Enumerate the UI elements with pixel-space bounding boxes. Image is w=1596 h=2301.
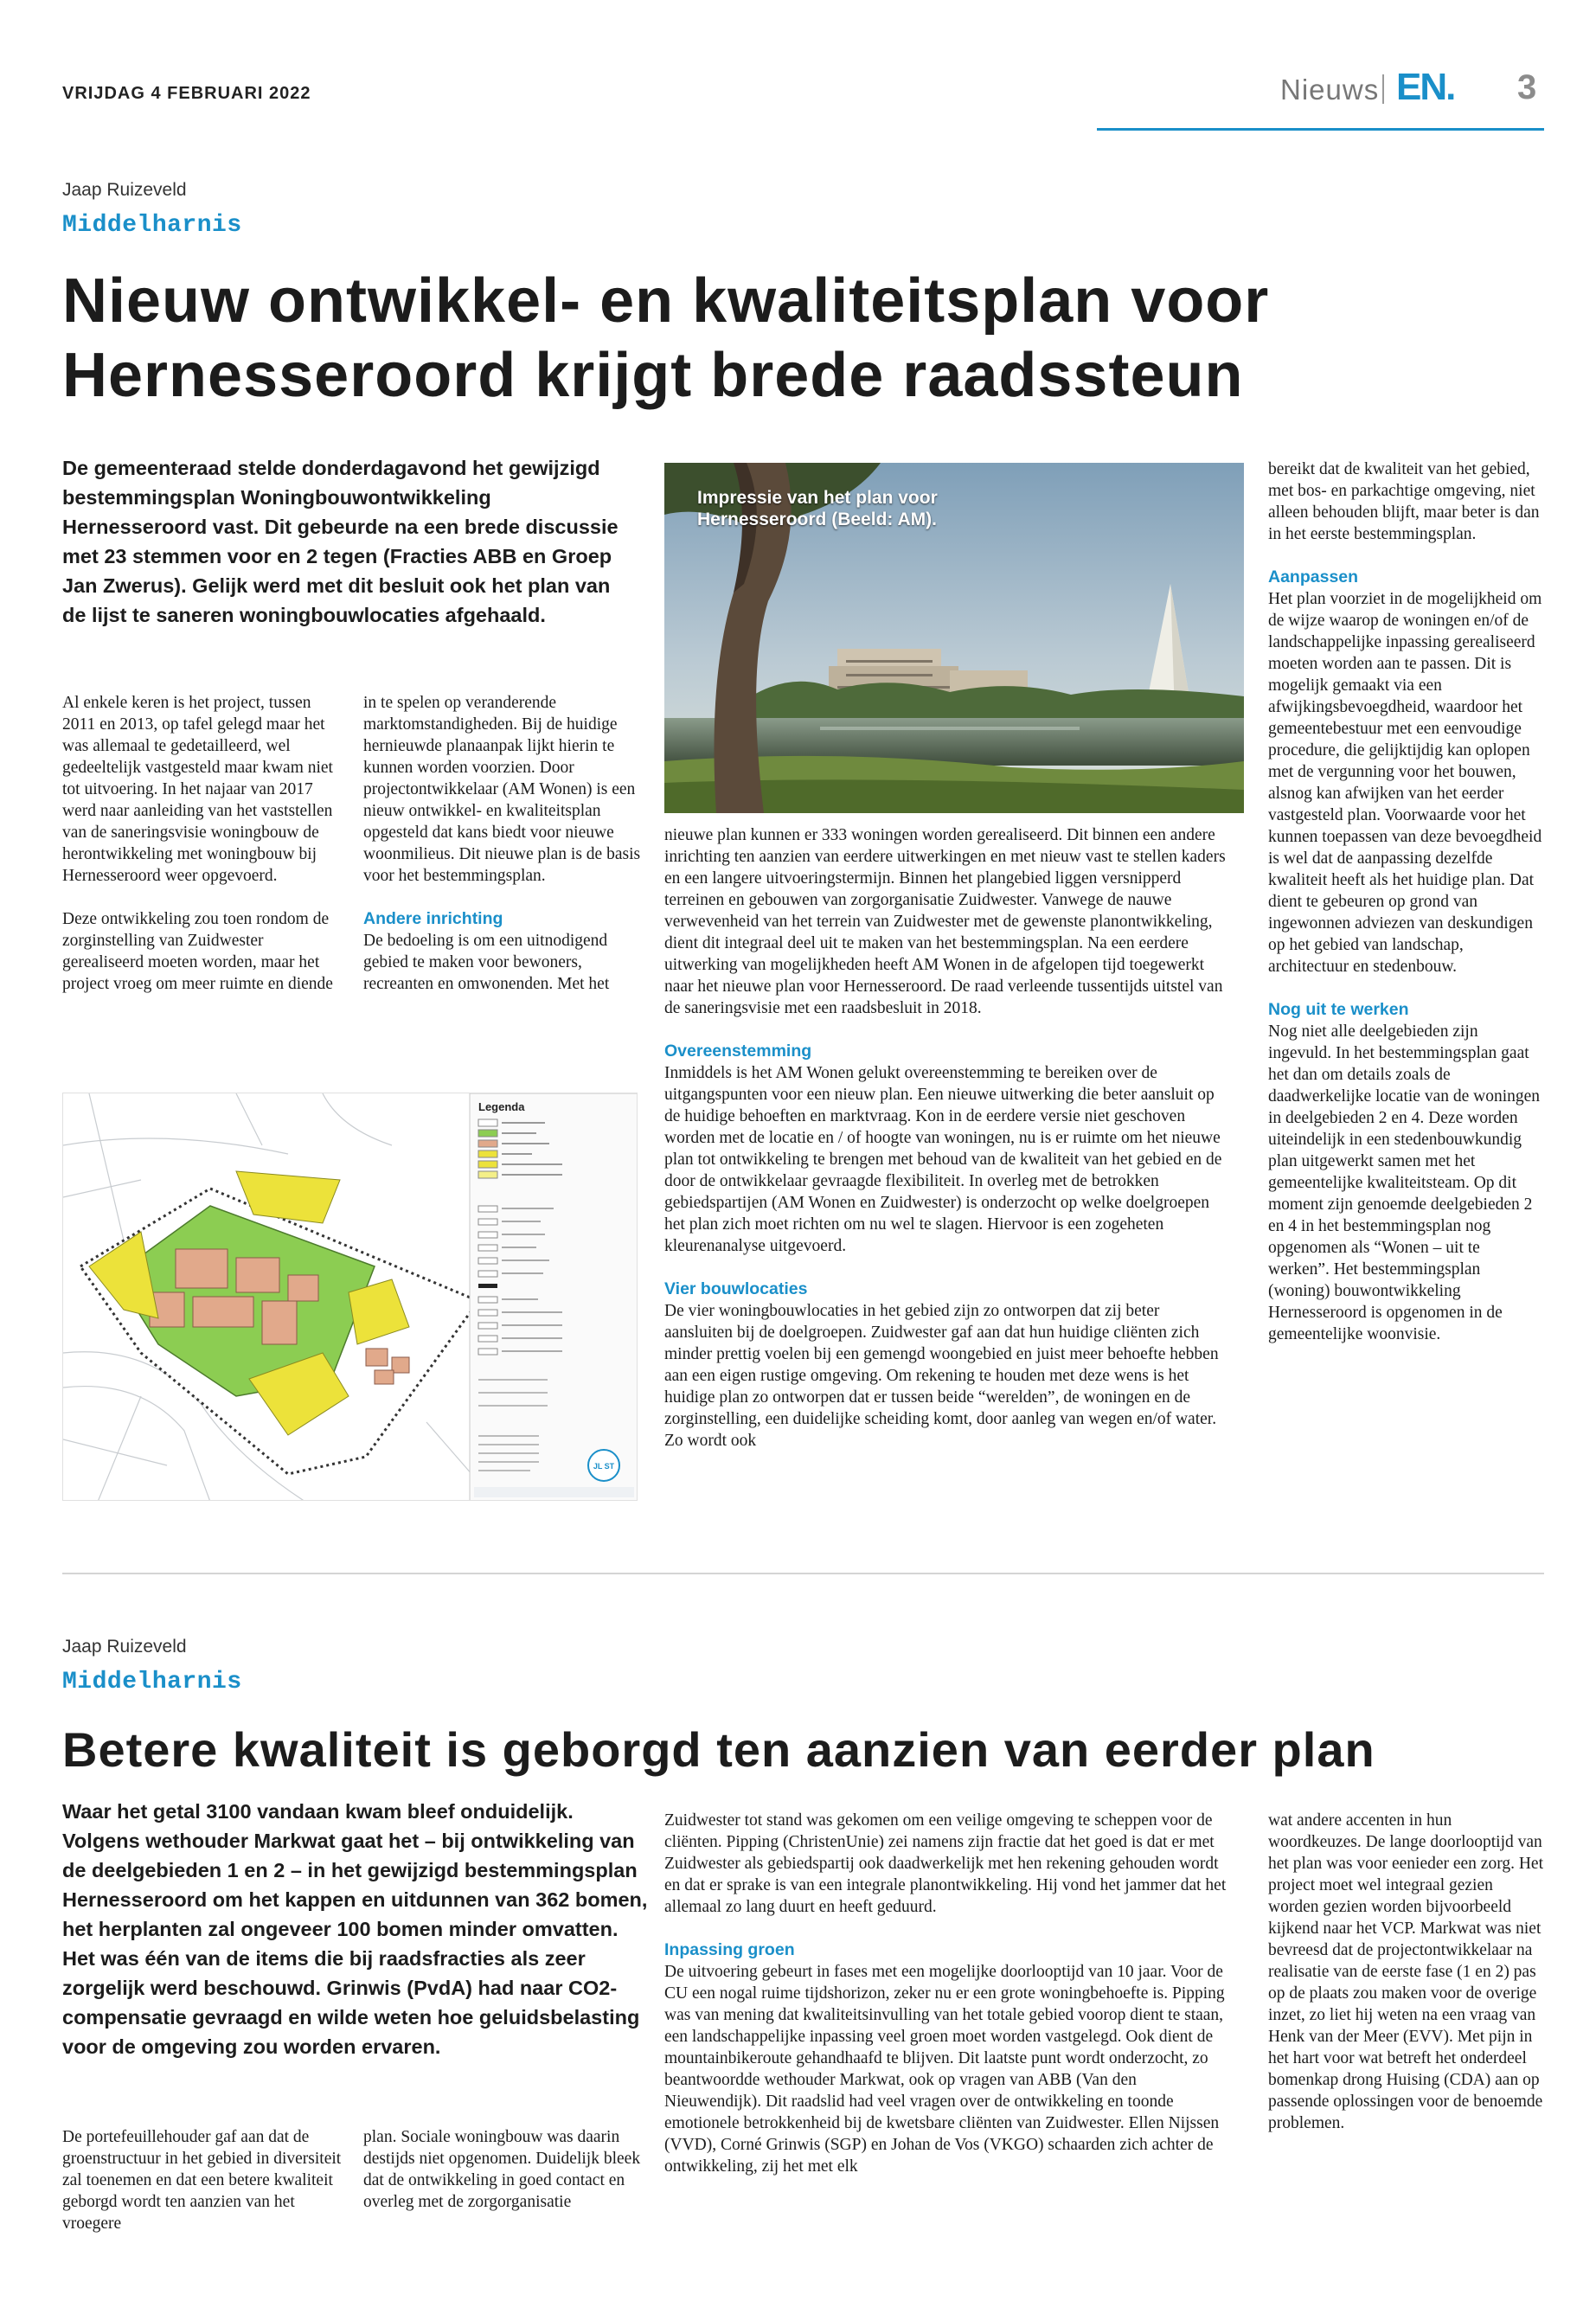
article1-headline xyxy=(62,264,1544,413)
article1-lead: De gemeenteraad stelde donderdagavond het gewijzigd bestemmingsplan Woningbouwontwikkeling Hernesseroord vast. Dit gebeurde na een brede discussie met 23 stemmen voor en 2 tegen (Fracties ABB en Groep Jan Zwerus). Gelijk werd met dit besluit ook het plan van de lijst te saneren woningbouwlocaties afgehaald. xyxy=(62,457,619,626)
article2-col2-p1: plan. Sociale woningbouw was daarin destijds niet opgenomen. Duidelijk bleek dat de ontwikkeling in goed contact en overleg met de zorgorganisatie xyxy=(363,2128,641,2211)
article2-mid-col xyxy=(664,1810,1227,2177)
article1-headline-line2: Hernesseroord krijgt brede raadssteun xyxy=(62,341,1244,410)
article1-author: Jaap Ruizeveld xyxy=(62,180,187,200)
article2-col1-p1: De portefeuillehouder gaf aan dat de groenstructuur in het gebied in diversiteit zal toenemen en dat een betere kwaliteit geborgd wordt ten aanzien van het vroegere xyxy=(62,2128,342,2233)
photo-caption: Impressie van het plan voor Hernesseroord (Beeld: AM). xyxy=(697,488,938,529)
article2-col2 xyxy=(363,2126,649,2213)
article1-right-p1: bereikt dat de kwaliteit van het gebied, met bos- en parkachtige omgeving, niet alleen behouden blijft, maar beter is dan in het eerste bestemmingsplan. xyxy=(1268,460,1540,543)
article1-mid-p2: Inmiddels is het AM Wonen gelukt overeenstemming te bereiken over de uitgangspunten voor een nieuw plan. Een nieuwe uitwerking die beter aansluit op de huidige behoeften en marktvraag. Kon in de eerdere versie niet geschoven worden met de locatie en / of hoogte van woningen, nu is er ruimte om het nieuwe plan tot ontwikkeling te brengen met behoud van de kwaliteit van het gebied en de door de ontwikkelaar gevraagde flexibiliteit. In overleg met de betrokken gebiedspartijen (AM Wonen en Zuidwester) is onderzocht op welke doelgroepen het plan zich moet richten om nu wel te slagen. Hiervoor is een zogeheten kleurenanalyse uitgevoerd. xyxy=(664,1064,1222,1255)
article1-col2-p1: in te spelen op veranderende marktomstandigheden. Bij de huidige hernieuwde planaanpak lijkt hierin te kunnen worden voorzien. Door projectontwikkelaar (AM Wonen) is een nieuw ontwikkel- en kwaliteitsplan opgesteld dat kans biedt voor nieuwe woonmilieus. Dit nieuwe plan is de basis voor het bestemmingsplan. xyxy=(363,694,641,885)
header-rule xyxy=(1097,128,1544,131)
article2-headline: Betere kwaliteit is geborgd ten aanzien van eerder plan xyxy=(62,1722,1375,1777)
article1-right-p3: Nog niet alle deelgebieden zijn ingevuld. In het bestemmingsplan gaat het dan om details zoals de daadwerkelijke locatie van de woningen in deelgebieden 2 en 4. Deze worden uiteindelijk in een stedenbouwkundig plan uitgewerkt samen met het gemeentelijke kwaliteitsteam. Op dit moment zijn genoemde deelgebieden 2 en 4 in het bestemmingsplan nog opgenomen als “Wonen – uit te werken”. Het bestemmingsplan (woning) bouwontwikkeling Hernesseroord is opgenomen in de gemeentelijke woonvisie. xyxy=(1268,1022,1541,1343)
article2-right-col xyxy=(1268,1810,1545,2134)
article1-col1-p2: Deze ontwikkeling zou toen rondom de zorginstelling van Zuidwester gerealiseerd moeten worden, maar het project vroeg om meer ruimte en diende xyxy=(62,910,333,993)
article1-col2 xyxy=(363,692,649,995)
article1-col1 xyxy=(62,692,344,995)
article1-mid-p3: De vier woningbouwlocaties in het gebied zijn zo ontworpen dat zij beter aansluiten bij de doelgroepen. Zuidwester gaf aan dat hun huidige cliënten zich minder prettig voelen bij een gemengd woongebied en juist meer behoefte hebben aan een eigen rustige omgeving. Om rekening te houden met deze wens is het huidige plan zo ontworpen dat er tussen beide “werelden”, de woningen en de zorginstelling, een duidelijke scheiding komt, door aanleg van wegen en/of water. Zo wordt ook xyxy=(664,1302,1219,1450)
article1-right-col xyxy=(1268,458,1545,1345)
article1-col1-p1: Al enkele keren is het project, tussen 2011 en 2013, op tafel gelegd maar het was allemaal te gedetailleerd, wel gedeeltelijk vastgesteld maar kwam niet tot uitvoering. In het najaar van 2017 werd naar aanleiding van het vaststellen van de saneringsvisie woningbouw de herontwikkeling met woningbouw bij Hernesseroord weer opgevoerd. xyxy=(62,694,333,885)
article2-mid-p1: Zuidwester tot stand was gekomen om een veilige omgeving te scheppen voor de cliënten. Pipping (ChristenUnie) zei namens zijn fractie dat het goed is dat er met Zuidwester als gebiedspartij ook daadwerkelijk met hen rekening gehouden wordt en dat er sprake is van een integrale planontwikkeling. Hij vond het jammer dat het allemaal zo lang duurt en heeft geduurd. xyxy=(664,1811,1227,1916)
article-divider xyxy=(62,1573,1544,1574)
article1-subhead-nog-uit-te-werken: Nog uit te werken xyxy=(1268,1000,1409,1019)
article2-right-p1: wat andere accenten in hun woordkeuzes. De lange doorlooptijd van het plan was voor eenieder een zorg. Het project moet wel integraal gezien worden gezien worden bijvoorbeeld kijkend naar het VCP. Markwat was niet bevreesd dat de projectontwikkelaar na realisatie van de eerste fase (1 en 2) pas op de plaats zou maken voor de overige inzet, zo liet hij weten na een vraag van Henk van der Meer (EVV). Met pijn in het hart voor wat betreft het onderdeel bomenkap drong Huising (CDA) aan op passende oplossingen voor de benoemde problemen. xyxy=(1268,1811,1544,2132)
newspaper-logo: EN. xyxy=(1396,66,1455,108)
map-stamp: JL ST xyxy=(593,1462,615,1471)
section-label: Nieuws xyxy=(1280,74,1380,106)
article2-author: Jaap Ruizeveld xyxy=(62,1637,187,1657)
article2-place: Middelharnis xyxy=(62,1669,242,1695)
map-legend-title: Legenda xyxy=(478,1100,525,1113)
article1-subhead-andere-inrichting: Andere inrichting xyxy=(363,909,503,928)
issue-date: VRIJDAG 4 FEBRUARI 2022 xyxy=(62,84,311,103)
article1-subhead-aanpassen: Aanpassen xyxy=(1268,567,1359,586)
zoning-plan-map xyxy=(62,1093,638,1501)
article1-mid-p1: nieuwe plan kunnen er 333 woningen worden gerealiseerd. Dit binnen een andere inrichting ten aanzien van eerdere uitwerkingen en met nieuw vast te stellen kaders en een langere uitvoeringstermijn. Binnen het plangebied liggen versnipperd terreinen en gebouwen van zorgorganisatie Zuidwester. Vanwege de nauwe verwevenheid van het terrein van Zuidwester met de gewenste planontwikkeling, dient dit integraal deel uit te maken van het bestemmingsplan. Na een eerdere uitwerking van mogelijkheden heeft AM Wonen in de afgelopen tijd toegewerkt naar het nieuwe plan voor Hernesseroord. De raad verleende tussentijds uitstel van de saneringsvisie met een raadsbesluit in 2018. xyxy=(664,826,1226,1017)
article1-right-p2: Het plan voorziet in de mogelijkheid om de wijze waarop de woningen en/of de landschappelijke inpassing gerealiseerd moeten worden aan te passen. Dit is mogelijk gemaakt via een afwijkingsbevoegdheid, waardoor het gemeentebestuur met een eenvoudige procedure, die gelijktijdig kan oplopen met de vergunning voor het bouwen, alsnog kan afwijken van het eerder vastgesteld plan. Voorwaarde voor het kunnen toepassen van deze bevoegdheid is wel dat de aanpassing dezelfde kwaliteit heeft als het huidige plan. Dat dient te gebeuren op grond van ingewonnen adviezen van deskundigen op het gebied van landschap, architectuur en stedenbouw. xyxy=(1268,590,1542,976)
article1-subhead-overeenstemming: Overeenstemming xyxy=(664,1042,812,1061)
header-separator xyxy=(1382,74,1384,104)
article2-mid-p2: De uitvoering gebeurt in fases met een mogelijke doorlooptijd van 10 jaar. Voor de CU een nogal ruime tijdshorizon, zeker nu er een grote woningbehoefte is. Pipping was van mening dat kwaliteitsinvulling van het totale gebied voorop dient te staan, een landschappelijke inpassing veel groen moet worden vastgelegd. Ook dient de mountainbikeroute gehandhaafd te blijven. Dit laatste punt wordt onderzocht, zo beantwoordde wethouder Markwat, ook op vragen van ABB (Van den Nieuwendijk). Dit raadslid had veel vragen over de ontwikkeling en toonde emotionele betrokkenheid bij de kwetsbare cliënten van Zuidwester. Ellen Nijssen (VVD), Corné Grinwis (SGP) en Johan de Vos (VKGO) schaarden zich achter de ontwikkeling, zij het met elk xyxy=(664,1963,1225,2176)
article2-lead: Waar het getal 3100 vandaan kwam bleef onduidelijk. Volgens wethouder Markwat gaat het – bij ontwikkeling van de deelgebieden 1 en 2 – in het gewijzigd bestemmingsplan Hernesseroord om het kappen en uitdunnen van 362 bomen, het herplanten zal ongeveer 100 bomen minder omvatten. Het was één van de items die bij raadsfracties als zeer zorgelijk werd beschouwd. Grinwis (PvdA) had naar CO2-compensatie gevraagd en wilde weten hoe geluidsbelasting voor de omgeving zou worden ervaren. xyxy=(62,1800,648,2058)
article1-headline-line1: Nieuw ontwikkel- en kwaliteitsplan voor xyxy=(62,266,1270,336)
article1-mid-col xyxy=(664,824,1227,1452)
article1-place: Middelharnis xyxy=(62,212,242,239)
article1-subhead-vier-bouwlocaties: Vier bouwlocaties xyxy=(664,1279,808,1298)
article2-col1 xyxy=(62,2126,344,2234)
page-number: 3 xyxy=(1517,68,1537,106)
article2-subhead-inpassing-groen: Inpassing groen xyxy=(664,1940,795,1959)
article1-col2-p2: De bedoeling is om een uitnodigend gebied te maken voor bewoners, recreanten en omwonenden. Met het xyxy=(363,932,610,993)
